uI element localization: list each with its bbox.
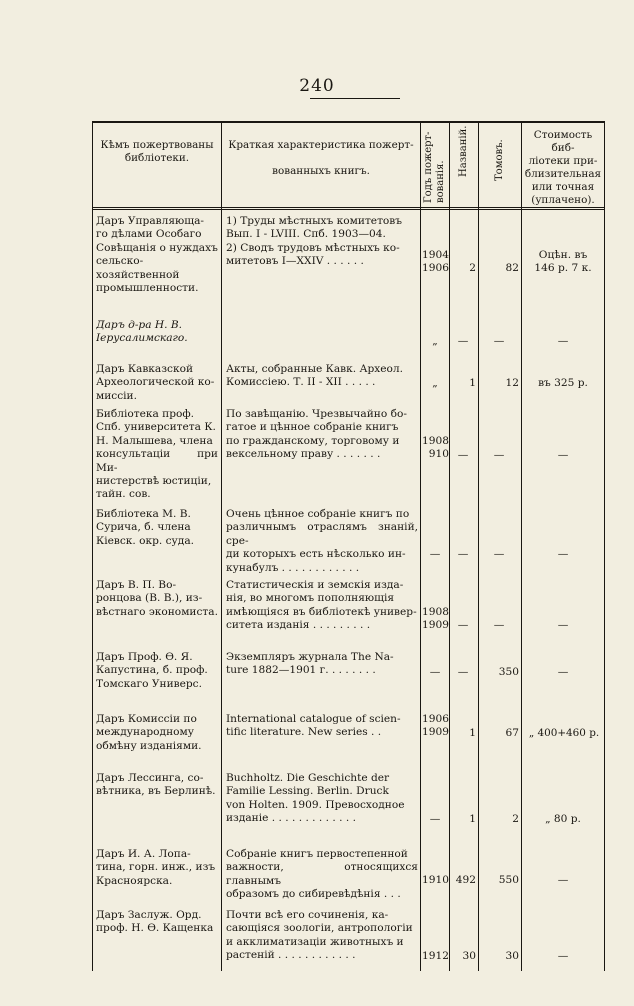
- header-donor: Кѣмъ пожертвованы библіотеки.: [100, 139, 214, 164]
- row-10-donor: Даръ И. А. Лопа- тина, горн. инж., изъ Красноярска.: [96, 848, 216, 887]
- row-10-description: Собраніе книгъ первостепенной важности, относящихся главнымъ образомъ до сибиревѣдѣнія . . .: [226, 848, 418, 901]
- row-10-titles: 492: [455, 874, 476, 886]
- row-8-description: International catalogue of scien- tific literature. New series . .: [226, 713, 401, 739]
- page-number-rule: [310, 98, 400, 99]
- column-rule: [449, 121, 450, 971]
- row-2-year: „: [432, 335, 438, 347]
- row-8-volumes: 67: [505, 727, 519, 739]
- row-11-description: Почти всѣ его сочиненія, ка- сающіяся зоологіи, антропологіи и акклиматизаціи животныхъ и растеній . . . . . . . . . . . .: [226, 909, 413, 962]
- row-8-price: „ 400+460 р.: [528, 727, 600, 739]
- row-5-year: —: [429, 548, 441, 560]
- row-7-donor: Даръ Проф. Ѳ. Я. Капустина, б. проф. Томскаго Универс.: [96, 651, 208, 690]
- row-8-titles: 1: [469, 727, 476, 739]
- row-11-titles: 30: [462, 950, 476, 962]
- row-1-donor: Даръ Управляюща- го дѣлами Особаго Совѣщанія о нуждахъ сельско-хозяйственной промышленности.: [96, 215, 218, 295]
- row-11-year: 1912: [422, 950, 449, 962]
- row-6-donor: Даръ В. П. Во- ронцова (В. В.), из- вѣстнаго экономиста.: [96, 579, 218, 618]
- row-10-volumes: 550: [498, 874, 519, 886]
- row-7-titles: —: [457, 666, 469, 678]
- row-3-titles: 1: [469, 377, 476, 389]
- row-7-volumes: 350: [498, 666, 519, 678]
- row-3-year: „: [432, 377, 438, 389]
- row-11-price: —: [557, 950, 569, 962]
- row-9-price: „ 80 р.: [545, 813, 581, 825]
- row-4-year: 1908 910: [422, 435, 449, 461]
- row-10-year: 1910: [422, 874, 449, 886]
- header-rule: [92, 207, 605, 208]
- row-9-donor: Даръ Лессинга, со- вѣтника, въ Берлинѣ.: [96, 772, 216, 798]
- row-4-donor: Библіотека проф. Спб. университета К. Н. Малышева, члена консультаціи при Ми- нистерствѣ юстиціи, тайн. сов.: [96, 408, 218, 501]
- row-4-titles: —: [457, 449, 469, 461]
- header-description: Краткая характеристика пожерт- вованныхъ книгъ.: [228, 139, 414, 177]
- row-2-volumes: —: [493, 335, 505, 347]
- row-3-donor: Даръ Кавказской Археологической ко- миссіи.: [96, 363, 215, 402]
- table-top-rule: [92, 121, 605, 123]
- row-1-titles: 2: [469, 262, 476, 274]
- row-10-price: —: [557, 874, 569, 886]
- column-rule: [92, 121, 93, 971]
- row-9-year: —: [429, 813, 441, 825]
- row-2-price: —: [557, 335, 569, 347]
- row-4-price: —: [557, 449, 569, 461]
- row-9-description: Buchholtz. Die Geschichte der Familie Lessing. Berlin. Druck von Holten. 1909. Превосходное изданіе . . . . . . . . . . . . .: [226, 772, 405, 825]
- header-price: Стоимость биб- ліотеки при- близительная или точная (уплачено).: [524, 129, 602, 206]
- donations-table: [92, 121, 605, 971]
- row-6-titles: —: [457, 619, 469, 631]
- header-rule-double: [92, 209, 605, 210]
- row-6-description: Статистическія и земскія изда- нія, во многомъ пополняющія имѣющіяся въ библіотекѣ универ- ситета изданія . . . . . . . . .: [226, 579, 417, 632]
- row-6-year: 1908 1909: [422, 606, 449, 632]
- row-8-year: 1906 1909: [422, 713, 449, 739]
- row-3-volumes: 12: [505, 377, 519, 389]
- header-year: Годъ пожерт- вованія.: [423, 131, 446, 203]
- row-1-year: 1904 1906: [422, 249, 449, 275]
- row-5-donor: Библіотека М. В. Сурича, б. члена Кіевск. окр. суда.: [96, 508, 194, 547]
- row-11-donor: Даръ Заслуж. Орд. проф. Н. Ѳ. Кащенка: [96, 909, 214, 935]
- header-volumes: Томовъ.: [494, 139, 505, 181]
- row-7-description: Экземпляръ журнала The Na- ture 1882—1901 г. . . . . . . .: [226, 651, 394, 677]
- row-4-description: По завѣщанію. Чрезвычайно бо- гатое и цѣнное собраніе книгъ по гражданскому, торговому и вексельному праву . . . . . . .: [226, 408, 407, 461]
- row-7-year: —: [429, 666, 441, 678]
- row-1-price: Оцѣн. въ 146 р. 7 к.: [534, 249, 592, 275]
- header-titles: Названій.: [458, 125, 469, 177]
- row-8-donor: Даръ Комиссіи по международному обмѣну изданіями.: [96, 713, 202, 752]
- row-3-price: въ 325 р.: [538, 377, 588, 389]
- row-2-donor: Даръ д-ра Н. В. Іерусалимскаго.: [96, 319, 188, 345]
- column-rule: [604, 121, 605, 971]
- row-7-price: —: [557, 666, 569, 678]
- row-4-volumes: —: [493, 449, 505, 461]
- row-9-titles: 1: [469, 813, 476, 825]
- row-5-titles: —: [457, 548, 469, 560]
- column-rule: [221, 121, 222, 971]
- row-3-description: Акты, собранные Кавк. Археол. Комиссіею. Т. II - XII . . . . .: [226, 363, 404, 389]
- row-6-volumes: —: [493, 619, 505, 631]
- row-1-description: 1) Труды мѣстныхъ комитетовъ Вып. I - LVIII. Спб. 1903—04. 2) Сводъ трудовъ мѣстныхъ ко- митетовъ I—XXIV . . . . . .: [226, 215, 403, 268]
- row-9-volumes: 2: [512, 813, 519, 825]
- row-1-volumes: 82: [505, 262, 519, 274]
- row-5-volumes: —: [493, 548, 505, 560]
- row-5-price: —: [557, 548, 569, 560]
- row-2-titles: —: [457, 335, 469, 347]
- row-11-volumes: 30: [505, 950, 519, 962]
- row-6-price: —: [557, 619, 569, 631]
- column-rule: [478, 121, 479, 971]
- row-5-description: Очень цѣнное собраніе книгъ по различнымъ отраслямъ знаній, сре- ди которыхъ есть нѣсколько ин- кунабулъ . . . . . . . . . . . .: [226, 508, 418, 574]
- page-number: 240: [299, 76, 335, 96]
